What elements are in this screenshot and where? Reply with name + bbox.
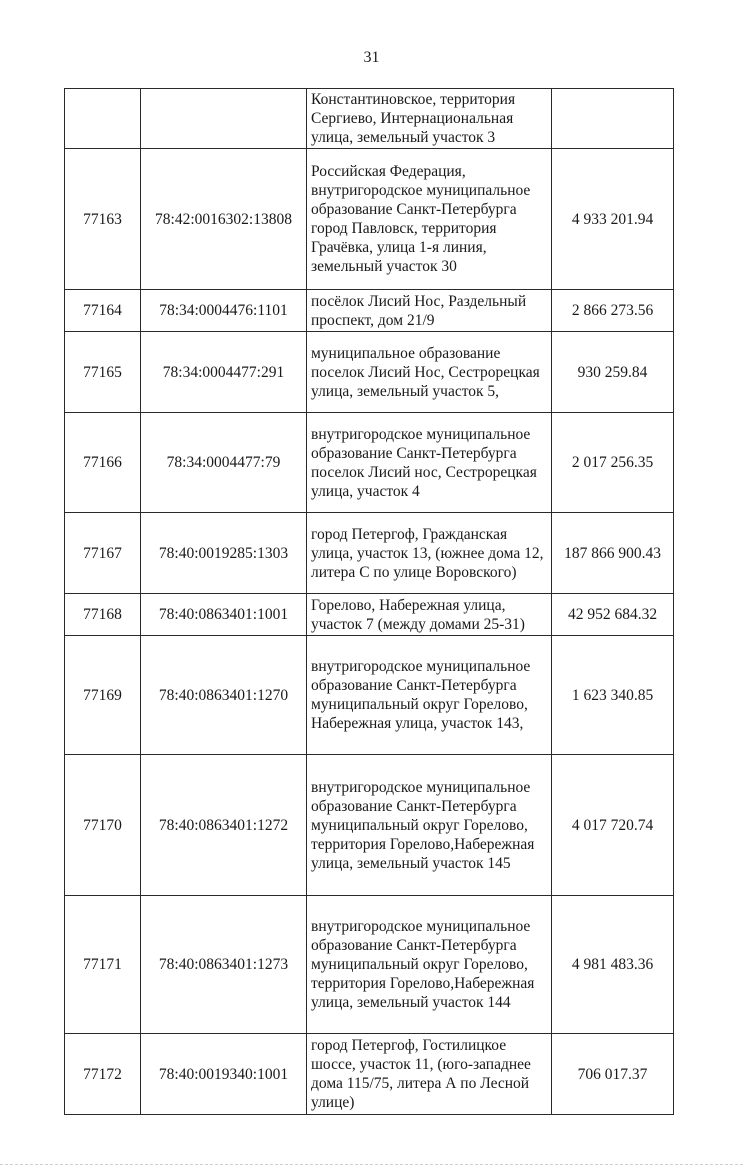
cadastral-number-cell: 78:40:0863401:1273 bbox=[141, 896, 307, 1034]
address-cell: город Петергоф, Гражданская улица, участок 13, (южнее дома 12, литера С по улице Воровского) bbox=[307, 513, 552, 594]
cadastral-value-cell: 4 017 720.74 bbox=[552, 755, 674, 896]
cadastral-number-cell: 78:40:0019285:1303 bbox=[141, 513, 307, 594]
address-cell: муниципальное образование поселок Лисий Нос, Сестрорецкая улица, земельный участок 5, bbox=[307, 332, 552, 413]
cadastral-value-cell: 187 866 900.43 bbox=[552, 513, 674, 594]
row-number-cell: 77164 bbox=[65, 290, 141, 332]
row-number-cell bbox=[65, 89, 141, 149]
address-cell: внутригородское муниципальное образование Санкт-Петербурга муниципальный округ Горелово, территория Горелово,Набережная улица, земельный участок 144 bbox=[307, 896, 552, 1034]
cadastral-value-cell: 2 866 273.56 bbox=[552, 290, 674, 332]
row-number-cell: 77170 bbox=[65, 755, 141, 896]
row-number-cell: 77167 bbox=[65, 513, 141, 594]
table-row bbox=[65, 755, 674, 896]
table-row bbox=[65, 513, 674, 594]
cadastral-number-cell: 78:40:0863401:1272 bbox=[141, 755, 307, 896]
cadastral-value-cell bbox=[552, 89, 674, 149]
cadastral-number-cell: 78:42:0016302:13808 bbox=[141, 149, 307, 290]
table-row bbox=[65, 413, 674, 513]
cadastral-value-cell: 42 952 684.32 bbox=[552, 594, 674, 636]
row-number-cell: 77169 bbox=[65, 636, 141, 755]
address-cell: внутригородское муниципальное образование Санкт-Петербурга муниципальный округ Горелово, территория Горелово,Набережная улица, земельный участок 145 bbox=[307, 755, 552, 896]
table-row bbox=[65, 89, 674, 149]
address-cell: Горелово, Набережная улица, участок 7 (между домами 25-31) bbox=[307, 594, 552, 636]
table-row bbox=[65, 594, 674, 636]
row-number-cell: 77165 bbox=[65, 332, 141, 413]
cadastral-value-cell: 930 259.84 bbox=[552, 332, 674, 413]
row-number-cell: 77166 bbox=[65, 413, 141, 513]
table-row bbox=[65, 290, 674, 332]
table-row bbox=[65, 896, 674, 1034]
cadastral-value-cell: 4 981 483.36 bbox=[552, 896, 674, 1034]
cadastral-value-cell: 2 017 256.35 bbox=[552, 413, 674, 513]
row-number-cell: 77171 bbox=[65, 896, 141, 1034]
row-number-cell: 77168 bbox=[65, 594, 141, 636]
cadastral-number-cell bbox=[141, 89, 307, 149]
cadastral-value-table bbox=[64, 88, 674, 1115]
table-row bbox=[65, 149, 674, 290]
table-row bbox=[65, 1034, 674, 1115]
address-cell: город Петергоф, Гостилицкое шоссе, участок 11, (юго-западнее дома 115/75, литера А по Лесной улице) bbox=[307, 1034, 552, 1115]
address-cell: внутригородское муниципальное образование Санкт-Петербурга поселок Лисий нос, Сестрорецкая улица, участок 4 bbox=[307, 413, 552, 513]
cadastral-number-cell: 78:34:0004476:1101 bbox=[141, 290, 307, 332]
cadastral-number-cell: 78:34:0004477:79 bbox=[141, 413, 307, 513]
address-cell: внутригородское муниципальное образование Санкт-Петербурга муниципальный округ Горелово, Набережная улица, участок 143, bbox=[307, 636, 552, 755]
cadastral-value-cell: 4 933 201.94 bbox=[552, 149, 674, 290]
address-cell: посёлок Лисий Нос, Раздельный проспект, дом 21/9 bbox=[307, 290, 552, 332]
cadastral-number-cell: 78:34:0004477:291 bbox=[141, 332, 307, 413]
address-cell: Российская Федерация, внутригородское муниципальное образование Санкт-Петербурга город Павловск, территория Грачёвка, улица 1-я линия, земельный участок 30 bbox=[307, 149, 552, 290]
cadastral-number-cell: 78:40:0019340:1001 bbox=[141, 1034, 307, 1115]
scan-edge-line bbox=[0, 1164, 743, 1165]
address-cell: Константиновское, территория Сергиево, Интернациональная улица, земельный участок 3 bbox=[307, 89, 552, 149]
table-row bbox=[65, 332, 674, 413]
table-row bbox=[65, 636, 674, 755]
cadastral-number-cell: 78:40:0863401:1270 bbox=[141, 636, 307, 755]
cadastral-value-cell: 1 623 340.85 bbox=[552, 636, 674, 755]
cadastral-number-cell: 78:40:0863401:1001 bbox=[141, 594, 307, 636]
page-number: 31 bbox=[363, 49, 380, 66]
row-number-cell: 77163 bbox=[65, 149, 141, 290]
cadastral-value-cell: 706 017.37 bbox=[552, 1034, 674, 1115]
row-number-cell: 77172 bbox=[65, 1034, 141, 1115]
